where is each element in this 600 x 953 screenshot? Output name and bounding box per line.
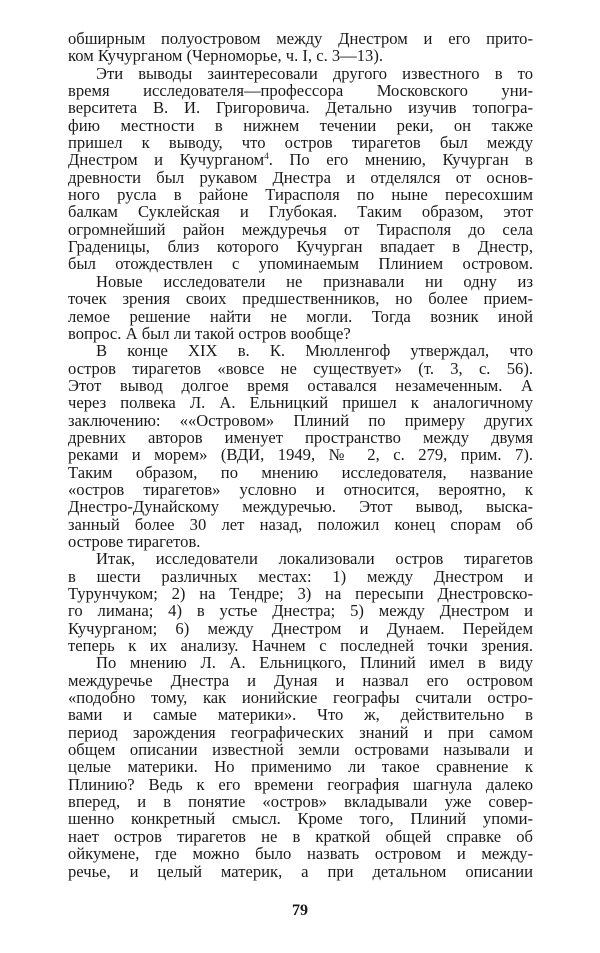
document-page — [68, 30, 533, 880]
text-line: через полвека Л. А. Ельницкий пришел к аналогичному — [68, 393, 533, 413]
text-line: Плинию? Ведь к его времени география шагнула далеко — [68, 774, 533, 794]
text-line: междуречье Днестра и Дуная и назвал его островом — [68, 670, 533, 690]
paragraph — [68, 30, 533, 65]
text-line: вами и самые материки». Что ж, действительно в — [68, 705, 533, 725]
text-line: лемое решение найти не могли. Тогда возник иной — [68, 306, 533, 326]
text-line: целые материки. Но применимо ли такое сравнение к — [68, 757, 533, 777]
text-line: балкам Суклейская и Глубокая. Таким образом, этот — [68, 202, 533, 222]
text-line: был отождествлен с упоминаемым Плинием островом. — [68, 254, 533, 274]
text-line: вопрос. А был ли такой остров вообще? — [68, 323, 351, 343]
text-line: огромнейший район междуречья от Тирасполя до села — [68, 219, 533, 239]
text-line: вперед, и в понятие «остров» вкладывали уже совер- — [68, 792, 533, 812]
text-line: точек зрения своих предшественников, но более прием- — [68, 289, 533, 309]
text-line: Новые исследователи не признавали ни одну из — [96, 271, 533, 291]
footnote-marker[interactable]: 4 — [264, 151, 269, 162]
text-line: заключению: ««Островом» Плиний по примеру других — [68, 410, 533, 430]
paragraph — [68, 550, 533, 654]
text-line-with-footnote — [68, 151, 533, 168]
text-line: ного русла в районе Тирасполя по ныне пересохшим — [68, 185, 533, 205]
text-line: реками и морем» (ВДИ, 1949, № 2, с. 279, прим. 7). — [68, 445, 533, 465]
text-line: го лимана; 4) в устье Днестра; 5) между Днестром и — [68, 601, 533, 621]
text-line: пришел к выводу, что остров тирагетов был между — [68, 133, 533, 153]
text-line: в шести различных местах: 1) между Днестром и — [68, 566, 533, 586]
text-line: верситета В. И. Григоровича. Детально изучив топогра- — [68, 98, 533, 118]
text-line: речье, и целый материк, а при детальном описании — [68, 861, 533, 881]
text-line: Кучурганом; 6) между Днестром и Дунаем. Перейдем — [68, 618, 533, 638]
text-line: Эти выводы заинтересовали другого известного в то — [96, 63, 533, 83]
paragraph — [68, 65, 533, 273]
text-line: Этот вывод долгое время оставался незамеченным. А — [68, 375, 533, 395]
text-line: В конце XIX в. К. Мюлленгоф утверждал, что — [96, 341, 533, 361]
text-line: По мнению Л. А. Ельницкого, Плиний имел в виду — [96, 653, 533, 673]
text-line: нает остров тирагетов не в краткой общей справке об — [68, 826, 533, 846]
text-line: ойкумене, где можно было назвать островом и между- — [68, 844, 533, 864]
text-line: период зарождения географических знаний и при самом — [68, 722, 533, 742]
text-line: Турунчуком; 2) на Тендре; 3) на пересыпи Днестровско- — [68, 584, 533, 603]
text-line: «остров тирагетов» условно и относится, вероятно, к — [68, 479, 533, 499]
text-line: Таким образом, по мнению исследователя, название — [68, 462, 533, 482]
text-line: общем описании известной земли островами называли и — [68, 740, 533, 760]
text-line: занный более 30 лет назад, положил конец спорам об — [68, 514, 533, 534]
text-line: «подобно тому, как ионийские географы считали остро- — [68, 688, 533, 708]
page-number: 79 — [292, 902, 308, 919]
text-line: шенно конкретный смысл. Кроме того, Плиний упоми- — [68, 809, 533, 829]
paragraph — [68, 273, 533, 342]
text-line: острове тирагетов. — [68, 531, 201, 551]
text-line: теперь к их анализу. Начнем с последней точки зрения. — [68, 636, 533, 656]
text-line: фию местности в нижнем течении реки, он также — [68, 115, 533, 135]
text-line: древности был рукавом Днестра и отделялся от основ- — [68, 167, 533, 187]
text-line: обширным полуостровом между Днестром и его прито- — [68, 29, 533, 48]
text-line: ком Кучурганом (Черноморье, ч. I, с. 3—13). — [68, 46, 384, 66]
text-line: Граденицы, близ которого Кучурган впадает в Днестр, — [68, 237, 533, 257]
text-line: время исследователя—профессора Московского уни- — [68, 81, 533, 101]
text-fragment: . По его мнению, Кучурган в — [268, 150, 533, 170]
text-line: древних авторов именует пространство между двумя — [68, 427, 533, 447]
paragraph — [68, 342, 533, 550]
paragraph — [68, 654, 533, 879]
text-line: Днестро-Дунайскому междуречью. Этот вывод, выска- — [68, 497, 533, 517]
text-line: Итак, исследователи локализовали остров тирагетов — [96, 549, 533, 569]
text-line: остров тирагетов «вовсе не существует» (т. 3, с. 56). — [68, 358, 533, 378]
text-fragment: Днестром и Кучурганом — [68, 150, 265, 170]
